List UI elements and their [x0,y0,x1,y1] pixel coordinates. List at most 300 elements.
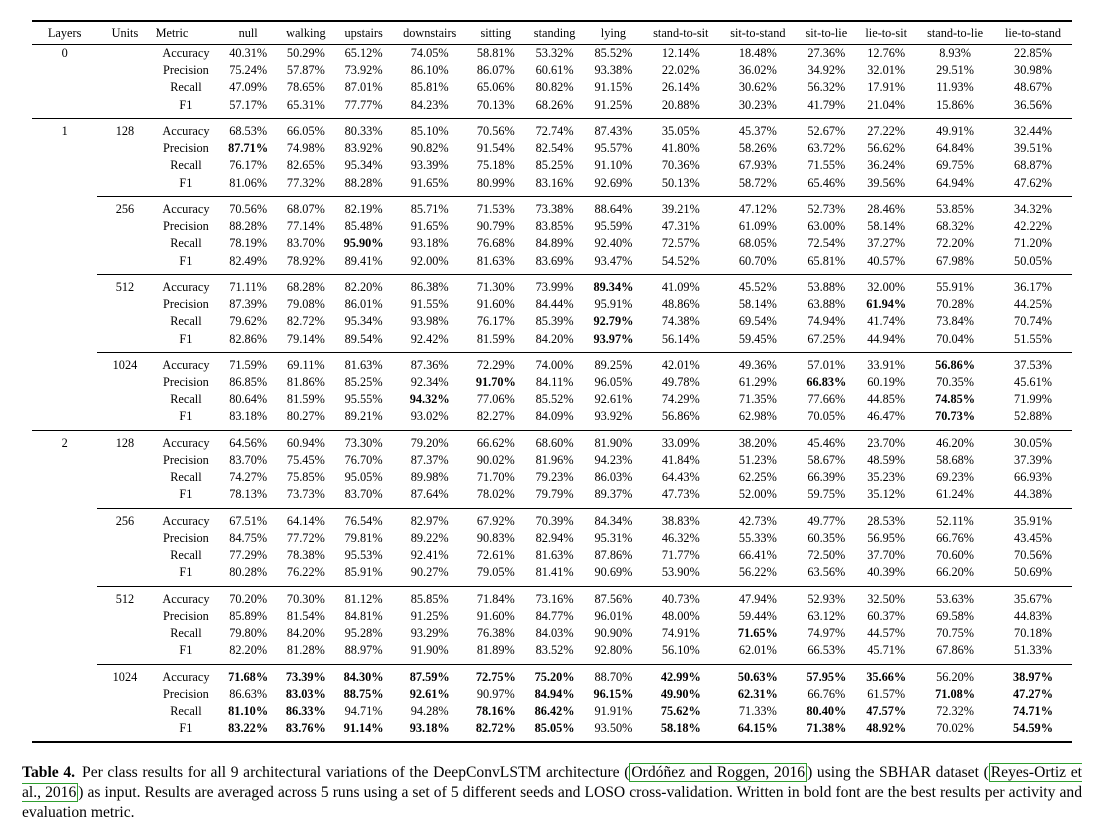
value-cell: 81.90% [585,430,643,452]
column-header-metric: Metric [155,26,189,40]
value-cell: 71.53% [467,196,525,218]
value-cell: 88.64% [585,196,643,218]
value-cell: 84.09% [535,409,574,424]
metric-cell: Recall [170,314,202,329]
table-row [32,586,1072,608]
value-cell: 92.80% [594,643,633,658]
value-cell: 92.79% [593,314,634,329]
value-cell: 85.25% [344,374,383,389]
value-cell: 95.57% [594,141,633,156]
value-cell: 70.36% [661,158,700,173]
value-cell: 54.59% [1013,721,1053,736]
table-row [32,486,1072,508]
value-cell: 30.98% [1014,63,1052,78]
layers-cell [32,157,97,174]
value-cell: 84.30% [335,664,393,686]
value-cell: 50.29% [286,46,325,60]
value-cell: 30.23% [738,97,777,112]
value-cell: 48.92% [866,721,907,736]
value-cell: 91.54% [476,141,515,156]
value-cell: 83.18% [229,409,268,424]
value-cell: 46.20% [916,430,994,452]
value-cell: 74.27% [229,470,268,485]
value-cell: 63.00% [807,219,846,234]
layers-cell [32,79,97,96]
value-cell: 96.01% [594,608,633,623]
value-cell: 53.88% [796,274,856,296]
value-cell: 73.39% [277,664,335,686]
value-cell: 38.20% [719,430,796,452]
value-cell: 61.57% [867,686,906,701]
value-cell: 74.71% [1013,703,1053,718]
value-cell: 58.67% [807,452,846,467]
value-cell: 82.72% [475,721,516,736]
value-cell: 42.01% [642,352,719,374]
metric-cell: F1 [179,253,193,268]
citation-link-ordonez-roggen[interactable]: Ordóñez and Roggen, 2016 [631,764,806,782]
value-cell: 27.36% [807,46,846,60]
value-cell: 95.53% [344,548,383,563]
layers-cell [32,720,97,742]
value-cell: 78.65% [286,80,325,95]
value-cell: 45.61% [1014,374,1052,389]
value-cell: 93.38% [594,63,633,78]
layers-cell [32,625,97,642]
value-cell: 79.08% [286,297,325,312]
value-cell: 44.38% [1014,487,1052,502]
value-cell: 75.24% [229,63,268,78]
value-cell: 35.23% [867,470,906,485]
value-cell: 43.45% [1014,530,1052,545]
units-cell [97,452,152,469]
units-cell [97,296,152,313]
value-cell: 30.62% [738,80,777,95]
value-cell: 61.24% [936,487,975,502]
value-cell: 70.74% [1014,314,1052,329]
metric-cell: Precision [163,686,209,701]
value-cell: 88.70% [585,664,643,686]
value-cell: 58.26% [738,141,777,156]
value-cell: 56.32% [807,80,846,95]
layers-cell [32,196,97,218]
value-cell: 94.23% [594,452,633,467]
value-cell: 95.59% [594,219,633,234]
value-cell: 80.82% [535,80,574,95]
value-cell: 68.32% [936,219,975,234]
metric-cell: F1 [179,175,193,190]
value-cell: 47.62% [1014,175,1052,190]
value-cell: 71.84% [467,586,525,608]
units-cell [97,157,152,174]
value-cell: 68.26% [535,97,574,112]
value-cell: 72.74% [525,118,585,140]
value-cell: 51.23% [738,452,777,467]
column-header-units: Units [111,26,139,40]
value-cell: 65.06% [476,80,515,95]
value-cell: 50.13% [661,175,700,190]
table-row [32,196,1072,218]
table-row [32,703,1072,720]
value-cell: 87.36% [392,352,466,374]
value-cell: 81.63% [476,253,515,268]
value-cell: 91.55% [410,297,449,312]
value-cell: 62.98% [738,409,777,424]
value-cell: 77.29% [229,548,268,563]
metric-cell: Accuracy [153,508,220,530]
value-cell: 85.89% [229,608,268,623]
table-row [32,508,1072,530]
value-cell: 20.88% [661,97,700,112]
value-cell: 52.88% [1014,409,1052,424]
value-cell: 56.22% [738,565,777,580]
value-cell: 32.44% [994,118,1072,140]
value-cell: 74.94% [807,314,846,329]
value-cell: 37.53% [994,352,1072,374]
value-cell: 67.86% [936,643,975,658]
value-cell: 91.70% [475,374,516,389]
value-cell: 54.52% [661,253,700,268]
value-cell: 61.09% [738,219,777,234]
value-cell: 79.23% [535,470,574,485]
value-cell: 60.70% [738,253,777,268]
value-cell: 56.10% [661,643,700,658]
layers-cell [32,508,97,530]
value-cell: 60.94% [277,430,335,452]
value-cell: 90.82% [410,141,449,156]
metric-cell: Precision [163,530,209,545]
value-cell: 45.46% [796,430,856,452]
table-row [32,564,1072,586]
value-cell: 40.73% [642,586,719,608]
value-cell: 61.29% [738,374,777,389]
units-cell [97,408,152,430]
value-cell: 79.62% [229,314,268,329]
metric-cell: F1 [179,643,193,658]
value-cell: 91.65% [410,175,449,190]
value-cell: 64.84% [936,141,975,156]
units-cell [97,720,152,742]
column-header-stand-to-sit: stand-to-sit [653,26,709,40]
layers-cell [32,97,97,119]
value-cell: 52.11% [916,508,994,530]
value-cell: 71.30% [467,274,525,296]
value-cell: 95.34% [344,158,383,173]
value-cell: 47.27% [1013,686,1053,701]
value-cell: 79.14% [286,331,325,346]
value-cell: 64.14% [277,508,335,530]
value-cell: 93.18% [409,721,450,736]
value-cell: 68.05% [738,236,777,251]
value-cell: 35.91% [994,508,1072,530]
metric-cell: F1 [179,487,193,502]
value-cell: 50.63% [719,664,796,686]
value-cell: 52.93% [796,586,856,608]
units-cell [97,97,152,119]
layers-cell [32,331,97,353]
value-cell: 58.68% [936,452,975,467]
metric-cell: Precision [163,374,209,389]
value-cell: 52.73% [796,196,856,218]
value-cell: 87.01% [344,80,383,95]
value-cell: 81.59% [286,392,325,407]
value-cell: 47.94% [719,586,796,608]
layers-cell [32,62,97,79]
value-cell: 95.55% [344,392,383,407]
citation-link-reyes-ortiz[interactable]: Reyes-Ortiz et al., 2016 [22,764,1082,802]
value-cell: 41.84% [661,452,700,467]
layers-cell [32,175,97,197]
value-cell: 81.10% [228,703,269,718]
units-cell [97,486,152,508]
layers-cell [32,530,97,547]
value-cell: 85.52% [535,392,574,407]
value-cell: 42.99% [642,664,719,686]
metric-cell: Accuracy [153,664,220,686]
table-row [32,625,1072,642]
value-cell: 38.97% [994,664,1072,686]
value-cell: 93.29% [410,626,449,641]
value-cell: 91.91% [594,703,633,718]
value-cell: 48.86% [661,297,700,312]
value-cell: 33.91% [856,352,916,374]
value-cell: 38.83% [642,508,719,530]
value-cell: 76.38% [476,626,515,641]
value-cell: 93.47% [594,253,633,268]
value-cell: 28.53% [856,508,916,530]
value-cell: 66.93% [1014,470,1052,485]
value-cell: 86.07% [476,63,515,78]
column-header-stand-to-lie: stand-to-lie [927,26,984,40]
value-cell: 53.90% [661,565,700,580]
value-cell: 95.34% [344,314,383,329]
value-cell: 90.02% [476,452,515,467]
value-cell: 82.20% [335,274,393,296]
value-cell: 64.94% [936,175,975,190]
layers-cell [32,547,97,564]
value-cell: 62.01% [738,643,777,658]
value-cell: 91.25% [594,97,633,112]
layers-cell [32,313,97,330]
table-row [32,686,1072,703]
value-cell: 70.73% [935,409,976,424]
value-cell: 84.81% [344,608,383,623]
value-cell: 91.10% [594,158,633,173]
value-cell: 45.37% [719,118,796,140]
table-row [32,374,1072,391]
layers-cell [32,608,97,625]
value-cell: 44.94% [867,331,906,346]
units-cell: 512 [97,274,152,296]
value-cell: 83.03% [285,686,326,701]
value-cell: 75.85% [286,470,325,485]
metric-cell: Accuracy [153,274,220,296]
value-cell: 71.33% [738,703,777,718]
metric-cell: Accuracy [162,46,210,60]
value-cell: 56.62% [867,141,906,156]
value-cell: 83.16% [535,175,574,190]
value-cell: 79.80% [229,626,268,641]
table-row [32,469,1072,486]
value-cell: 75.20% [525,664,585,686]
value-cell: 81.54% [286,608,325,623]
units-cell [97,62,152,79]
value-cell: 74.05% [410,46,449,60]
value-cell: 36.24% [867,158,906,173]
value-cell: 69.11% [277,352,335,374]
layers-cell [32,140,97,157]
value-cell: 78.38% [286,548,325,563]
value-cell: 86.03% [594,470,633,485]
value-cell: 49.90% [660,686,701,701]
value-cell: 89.37% [594,487,633,502]
value-cell: 64.56% [219,430,277,452]
layers-cell [32,564,97,586]
layers-cell [32,664,97,686]
value-cell: 84.89% [535,236,574,251]
value-cell: 64.43% [661,470,700,485]
value-cell: 93.97% [593,331,634,346]
value-cell: 82.27% [476,409,515,424]
value-cell: 77.32% [286,175,325,190]
table-row [32,530,1072,547]
value-cell: 72.20% [936,236,975,251]
value-cell: 57.17% [229,97,268,112]
value-cell: 88.75% [343,686,384,701]
value-cell: 66.83% [806,374,847,389]
value-cell: 90.90% [594,626,633,641]
value-cell: 92.61% [409,686,450,701]
table-row [32,175,1072,197]
value-cell: 70.30% [277,586,335,608]
value-cell: 91.60% [476,297,515,312]
value-cell: 84.77% [535,608,574,623]
value-cell: 85.91% [344,565,383,580]
value-cell: 60.35% [807,530,846,545]
value-cell: 78.13% [229,487,268,502]
value-cell: 69.75% [936,158,975,173]
value-cell: 57.87% [286,63,325,78]
value-cell: 81.59% [476,331,515,346]
value-cell: 81.63% [535,548,574,563]
value-cell: 44.57% [867,626,906,641]
column-header-lie-to-sit: lie-to-sit [865,26,908,40]
value-cell: 68.53% [219,118,277,140]
table-row [32,97,1072,119]
table-row [32,253,1072,275]
layers-cell [32,235,97,252]
value-cell: 72.57% [661,236,700,251]
metric-cell: Precision [163,141,209,156]
value-cell: 72.32% [936,703,975,718]
value-cell: 78.92% [286,253,325,268]
value-cell: 89.22% [410,530,449,545]
value-cell: 93.02% [410,409,449,424]
value-cell: 70.56% [1014,548,1052,563]
metric-cell: Recall [170,703,202,718]
value-cell: 95.31% [594,530,633,545]
value-cell: 87.39% [229,297,268,312]
results-table-head-row [32,21,1072,45]
value-cell: 91.25% [410,608,449,623]
value-cell: 58.81% [476,46,515,60]
table-row [32,391,1072,408]
value-cell: 83.22% [228,721,269,736]
value-cell: 74.00% [525,352,585,374]
value-cell: 93.92% [594,409,633,424]
value-cell: 26.14% [661,80,700,95]
table-row [32,45,1072,63]
value-cell: 74.29% [661,392,700,407]
value-cell: 65.81% [807,253,846,268]
metric-cell: Precision [163,608,209,623]
value-cell: 35.12% [867,487,906,502]
value-cell: 70.60% [936,548,975,563]
value-cell: 51.33% [1014,643,1052,658]
value-cell: 48.00% [661,608,700,623]
column-header-sit-to-lie: sit-to-lie [805,26,848,40]
units-cell [97,564,152,586]
value-cell: 23.70% [856,430,916,452]
value-cell: 83.76% [285,721,326,736]
value-cell: 46.32% [661,530,700,545]
value-cell: 66.76% [936,530,975,545]
metric-cell: F1 [179,97,193,112]
units-cell [97,391,152,408]
value-cell: 88.28% [344,175,383,190]
value-cell: 74.85% [935,392,976,407]
table-row [32,547,1072,564]
units-cell: 256 [97,508,152,530]
value-cell: 88.97% [344,643,383,658]
units-cell [97,235,152,252]
value-cell: 91.90% [410,643,449,658]
value-cell: 85.10% [392,118,466,140]
value-cell: 66.20% [936,565,975,580]
table-row [32,352,1072,374]
value-cell: 59.44% [738,608,777,623]
value-cell: 96.05% [594,374,633,389]
value-cell: 73.92% [344,63,383,78]
column-header-sit-to-stand: sit-to-stand [730,26,786,40]
table-row [32,79,1072,96]
metric-cell: F1 [179,721,193,736]
column-header-downstairs: downstairs [403,26,457,40]
value-cell: 36.56% [1014,97,1052,112]
value-cell: 69.58% [936,608,975,623]
value-cell: 41.09% [642,274,719,296]
value-cell: 71.38% [806,721,847,736]
value-cell: 88.28% [229,219,268,234]
value-cell: 86.01% [344,297,383,312]
value-cell: 72.61% [476,548,515,563]
value-cell: 45.71% [867,643,906,658]
value-cell: 77.77% [344,97,383,112]
value-cell: 82.19% [335,196,393,218]
value-cell: 66.76% [807,686,846,701]
value-cell: 67.25% [807,331,846,346]
value-cell: 12.76% [867,46,906,60]
column-header-standing: standing [533,26,576,40]
value-cell: 74.98% [286,141,325,156]
value-cell: 22.02% [661,63,700,78]
units-cell [97,218,152,235]
value-cell: 81.63% [335,352,393,374]
value-cell: 71.65% [737,626,778,641]
metric-cell: F1 [179,331,193,346]
value-cell: 73.73% [286,487,325,502]
value-cell: 70.39% [525,508,585,530]
layers-cell [32,274,97,296]
